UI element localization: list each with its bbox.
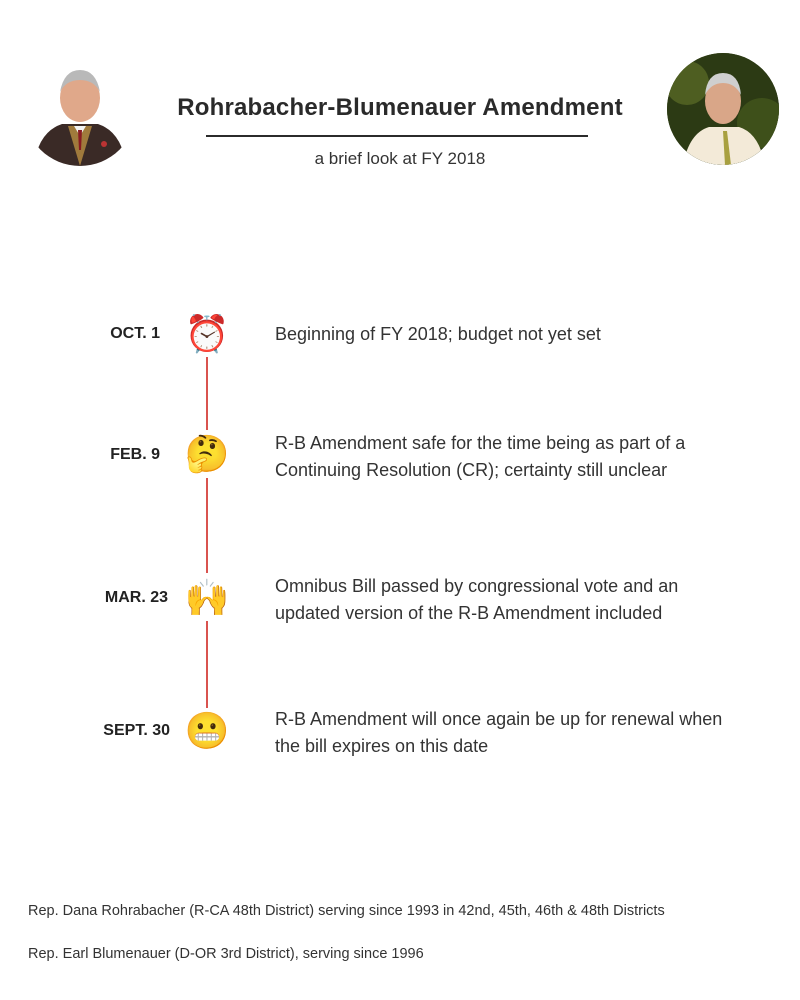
footer-note-blumenauer: Rep. Earl Blumenauer (D-OR 3rd District), serving since 1996 xyxy=(28,946,424,962)
page-subtitle: a brief look at FY 2018 xyxy=(314,149,486,168)
timeline-connector xyxy=(206,355,208,430)
thinking-face-icon: 🤔 xyxy=(184,431,230,477)
title-divider xyxy=(206,135,588,137)
event-description: R-B Amendment safe for the time being as part of a Continuing Resolution (CR); certainty still unclear xyxy=(275,433,686,480)
footer-note-rohrabacher: Rep. Dana Rohrabacher (R-CA 48th District) serving since 1993 in 42nd, 45th, 46th & 48th Districts xyxy=(28,903,665,919)
event-date: MAR. 23 xyxy=(104,589,168,606)
event-date: SEPT. 30 xyxy=(103,722,170,739)
event-date: FEB. 9 xyxy=(110,446,160,463)
event-description: R-B Amendment will once again be up for renewal when the bill expires on this date xyxy=(275,709,723,756)
event-date: OCT. 1 xyxy=(110,325,160,342)
timeline-connector xyxy=(206,620,208,710)
event-description: Omnibus Bill passed by congressional vote and an updated version of the R-B Amendment included xyxy=(275,576,679,623)
raising-hands-icon: 🙌 xyxy=(184,575,230,621)
alarm-clock-icon: ⏰ xyxy=(184,311,230,357)
timeline-connector xyxy=(206,478,208,573)
event-description: Beginning of FY 2018; budget not yet set xyxy=(275,324,601,344)
page-title: Rohrabacher-Blumenauer Amendment xyxy=(177,94,623,121)
grimacing-face-icon: 😬 xyxy=(184,708,230,754)
